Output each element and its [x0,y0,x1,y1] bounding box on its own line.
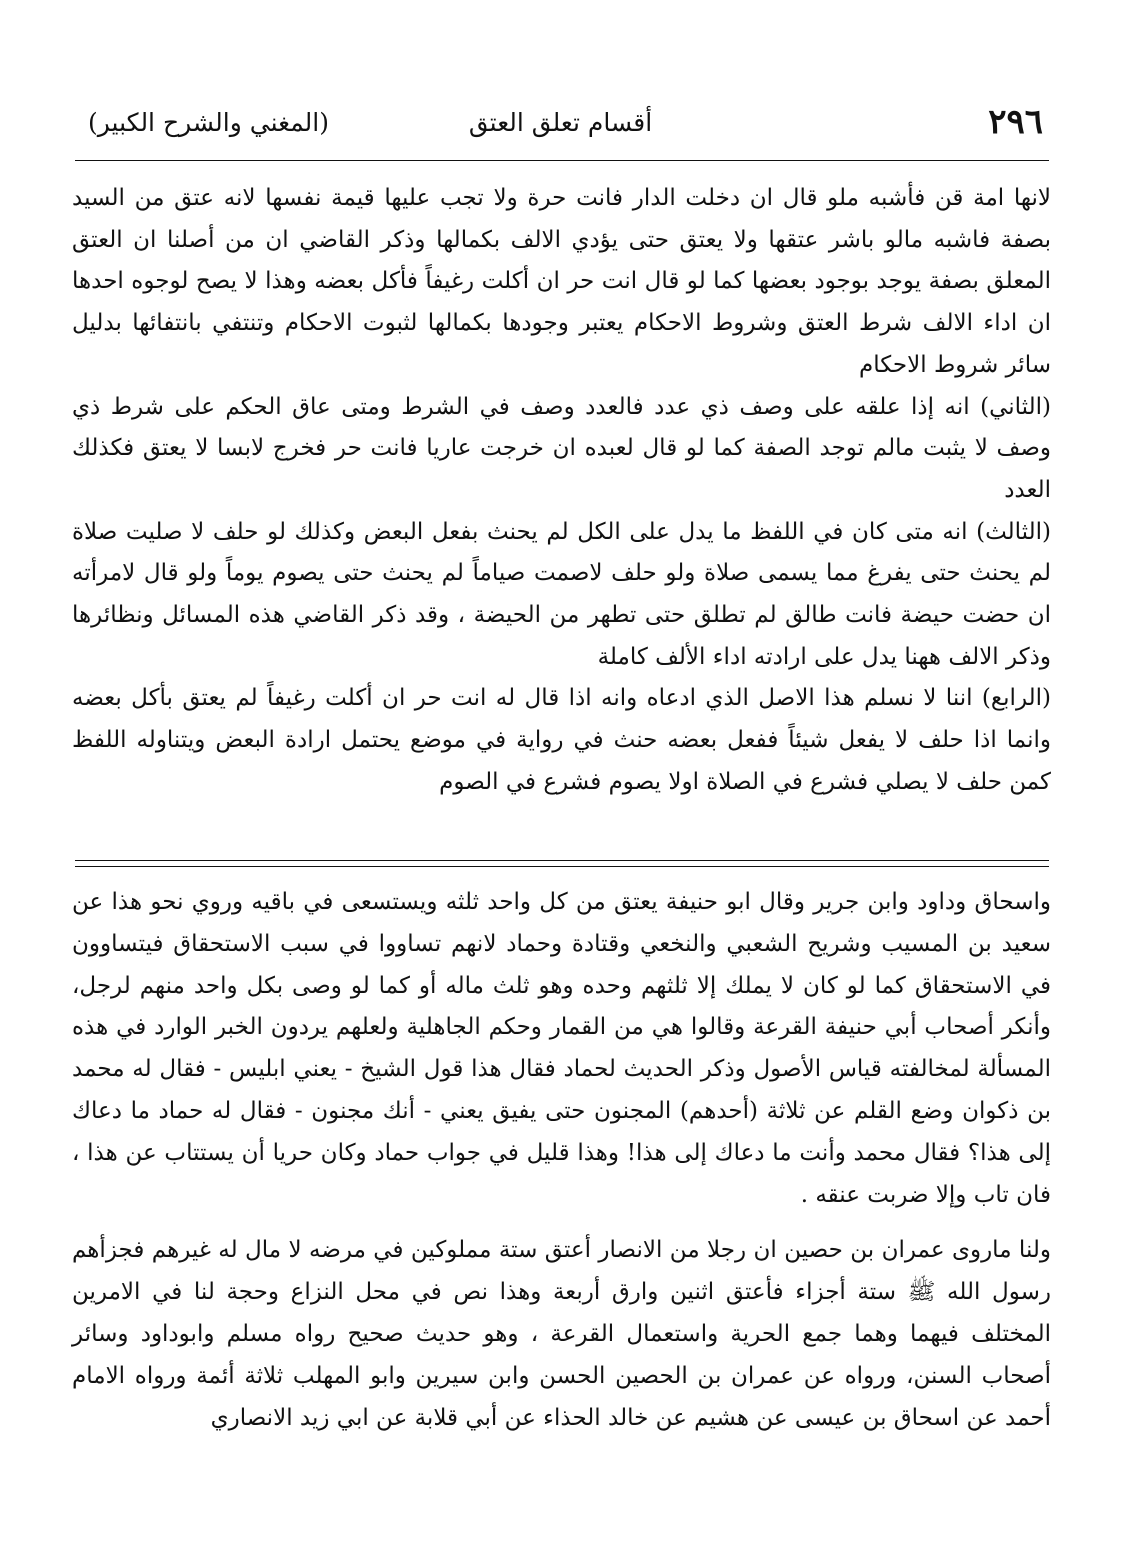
mugni-paragraph-2: (الثاني) انه إذا علقه على وصف ذي عدد فالعدد وصف في الشرط ومتى عاق الحكم على شرط ذي وصف لا يثبت مالم توجد الصفة كما لو قال لعبده ان خرجت عاريا فانت حر فخرج لابسا لا يعتق فكذلك العدد [72,393,1051,503]
section-divider-top [75,860,1049,861]
mugni-text [72,178,1051,804]
mugni-paragraph-4: (الرابع) اننا لا نسلم هذا الاصل الذي ادعاه وانه اذا قال له انت حر ان أكلت رغيفاً لم يعتق بأكل بعضه وانما اذا حلف لا يفعل شيئاً ففعل بعضه حنث في رواية في موضع يحتمل ارادة البعض ويتناوله اللفظ كمن حلف لا يصلي فشرع في الصلاة اولا يصوم فشرع في الصوم [72,685,1051,795]
book-title: (المغني والشرح الكبير) [88,108,329,137]
mugni-paragraph-1: لانها امة قن فأشبه ملو قال ان دخلت الدار فانت حرة ولا تجب عليها قيمة نفسها لانه عتق من السيد بصفة فاشبه مالو باشر عتقها ولا يعتق حتى يؤدي الالف بكمالها وذكر القاضي ان من أصلنا ان العتق المعلق بصفة يوجد بوجود بعضها كما لو قال انت حر ان أكلت رغيفاً فأكل بعضه وهذا لا يصح لوجوه احدها ان اداء الالف شرط العتق وشروط الاحكام يعتبر وجودها بكمالها لثبوت الاحكام وتنتفي بانتفائها بدليل سائر شروط الاحكام [72,185,1051,378]
sharh-text [72,882,1051,1439]
header-rule [75,160,1049,161]
mugni-paragraph-3: (الثالث) انه متى كان في اللفظ ما يدل على الكل لم يحنث بفعل البعض وكذلك لو حلف لا صليت صلاة لم يحنث حتى يفرغ مما يسمى صلاة ولو حلف لاصمت صياماً لم يحنث حتى يصوم يوماً ولو قال لامرأته ان حضت حيضة فانت طالق لم تطلق حتى تطهر من الحيضة ، وقد ذكر القاضي هذه المسائل ونظائرها وذكر الالف ههنا يدل على ارادته اداء الألف كاملة [72,518,1051,670]
running-header [70,102,1051,158]
paragraph-gap [72,1216,1051,1230]
section-divider-bottom [75,866,1049,867]
sharh-paragraph-1: واسحاق وداود وابن جرير وقال ابو حنيفة يعتق من كل واحد ثلثه ويستسعى في باقيه وروي نحو هذا عن سعيد بن المسيب وشريح الشعبي والنخعي وقتادة وحماد لانهم تساووا في سبب الاستحقاق فيتساوون في الاستحقاق كما لو كان لا يملك إلا ثلثهم وحده وهو ثلث ماله أو كما لو وصى بكل واحد منهم لرجل، وأنكر أصحاب أبي حنيفة القرعة وقالوا هي من القمار وحكم الجاهلية ولعلهم يردون الخبر الوارد في هذه المسألة لمخالفته قياس الأصول وذكر الحديث لحماد فقال هذا قول الشيخ - يعني ابليس - فقال له محمد بن ذكوان وضع القلم عن ثلاثة (أحدهم) المجنون حتى يفيق يعني - أنك مجنون - فقال له حماد ما دعاك إلى هذا؟ فقال محمد وأنت ما دعاك إلى هذا! وهذا قليل في جواب حماد وكان حريا أن يستتاب عن هذا ، فان تاب وإلا ضربت عنقه . [72,889,1051,1208]
page-number: ٢٩٦ [988,102,1043,142]
sharh-paragraph-2: ولنا ماروى عمران بن حصين ان رجلا من الانصار أعتق ستة مملوكين في مرضه لا مال له غيرهم فجزأهم رسول الله ﷺ ستة أجزاء فأعتق اثنين وارق أربعة وهذا نص في محل النزاع وحجة لنا في الامرين المختلف فيهما وهما جمع الحرية واستعمال القرعة ، وهو حديث صحيح رواه مسلم وابوداود وسائر أصحاب السنن، ورواه عن عمران بن الحصين الحسن وابن سيرين وابو المهلب ثلاثة أئمة ورواه الامام أحمد عن اسحاق بن عيسى عن هشيم عن خالد الحذاء عن أبي قلابة عن ابي زيد الانصاري [72,1237,1051,1431]
section-title: أقسام تعلق العتق [468,108,653,137]
